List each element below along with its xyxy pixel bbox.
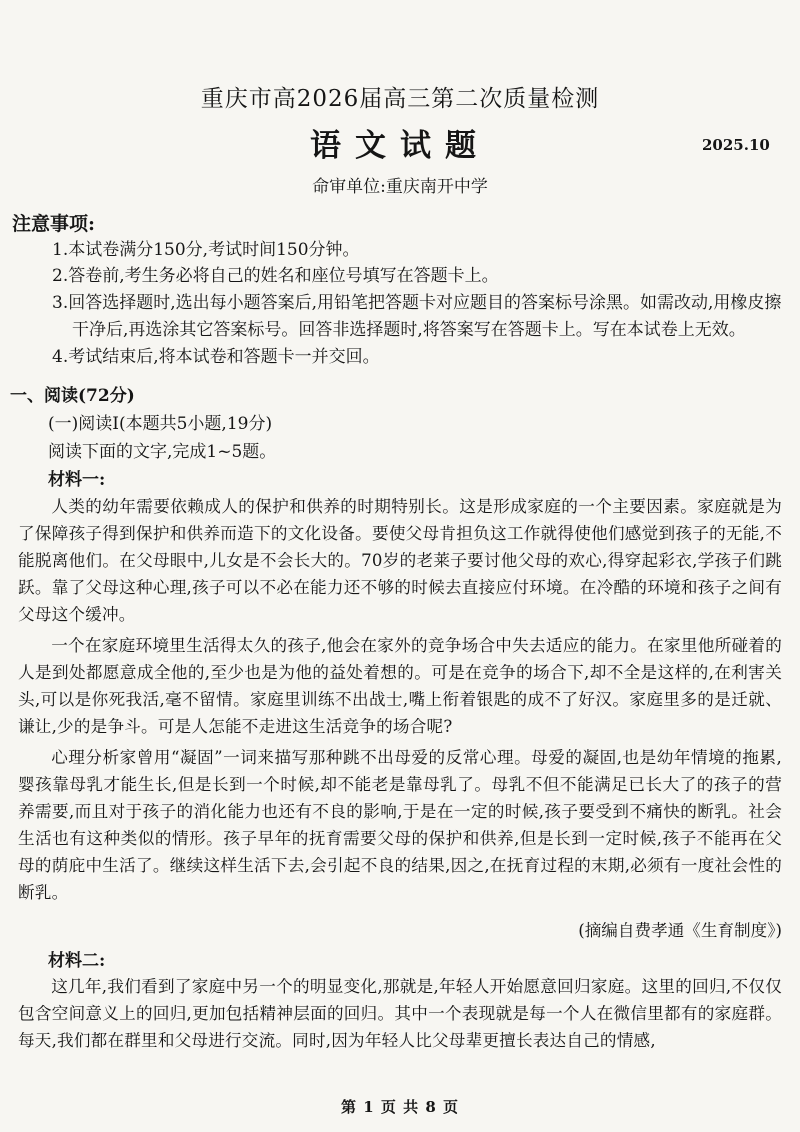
page-number: 第 1 页 共 8 页	[341, 1098, 459, 1116]
notice-item: 3.回答选择题时,选出每小题答案后,用铅笔把答题卡对应题目的答案标号涂黑。如需改动,用橡皮擦	[52, 293, 782, 313]
paragraph: 人类的幼年需要依赖成人的保护和供养的时期特别长。这是形成家庭的一个主要因素。家庭就是为了保障孩子得到保护和供养而造下的文化设备。要使父母肯担负这工作就得使他们感觉到孩子的无能,不能脱离他们。在父母眼中,儿女是不会长大的。70岁的老莱子要讨他父母的欢心,得穿起彩衣,学孩子们跳跃。靠了父母这种心理,孩子可以不必在能力还不够的时候去直接应付环境。在冷酷的环境和孩子之间有父母这个缓冲。	[18, 497, 782, 624]
section-subheading: (一)阅读Ⅰ(本题共5小题,19分)	[48, 414, 273, 434]
material-one-source: (摘编自费孝通《生育制度》)	[578, 921, 782, 940]
setter-unit: 命审单位:重庆南开中学	[312, 177, 488, 197]
notice-item: 4.考试结束后,将本试卷和答题卡一并交回。	[52, 347, 380, 367]
notice-item: 1.本试卷满分150分,考试时间150分钟。	[52, 240, 360, 260]
section-instruction: 阅读下面的文字,完成1~5题。	[48, 442, 277, 462]
subject-title: 语文试题	[310, 128, 490, 164]
exam-date: 2025.10	[702, 136, 770, 154]
paragraph: 这几年,我们看到了家庭中另一个的明显变化,那就是,年轻人开始愿意回归家庭。这里的回归,不仅仅包含空间意义上的回归,更加包括精神层面的回归。其中一个表现就是每一个人在微信里都有的家庭群。每天,我们都在群里和父母进行交流。同时,因为年轻人比父母辈更擅长表达自己的情感,	[18, 977, 782, 1050]
notice-heading: 注意事项:	[12, 213, 96, 235]
notice-item-continued: 干净后,再选涂其它答案标号。回答非选择题时,将答案写在答题卡上。写在本试卷上无效。	[72, 320, 746, 340]
paragraph: 一个在家庭环境里生活得太久的孩子,他会在家外的竞争场合中失去适应的能力。在家里他所碰着的人是到处都愿意成全他的,至少也是为他的益处着想的。可是在竞争的场合下,却不全是这样的,在利害关头,可以是你死我活,毫不留情。家庭里训练不出战士,嘴上衔着银匙的成不了好汉。家庭里多的是迁就、谦让,少的是争斗。可是人怎能不走进这生活竞争的场合呢?	[18, 636, 782, 736]
material-two-label: 材料二:	[48, 951, 106, 971]
exam-title: 重庆市高2026届高三第二次质量检测	[200, 86, 600, 112]
material-one-label: 材料一:	[48, 470, 106, 490]
notice-item: 2.答卷前,考生务必将自己的姓名和座位号填写在答题卡上。	[52, 266, 499, 286]
paragraph: 心理分析家曾用“凝固”一词来描写那种跳不出母爱的反常心理。母爱的凝固,也是幼年情境的拖累,婴孩靠母乳才能生长,但是长到一个时候,却不能老是靠母乳了。母乳不但不能满足已长大了的孩子的营养需要,而且对于孩子的消化能力也还有不良的影响,于是在一定的时候,孩子要受到不痛快的断乳。社会生活也有这种类似的情形。孩子早年的抚育需要父母的保护和供养,但是长到一定时候,孩子不能再在父母的荫庇中生活了。继续这样生活下去,会引起不良的结果,因之,在抚育过程的末期,必须有一度社会性的断乳。	[18, 748, 782, 902]
section-heading: 一、阅读(72分)	[10, 386, 135, 406]
